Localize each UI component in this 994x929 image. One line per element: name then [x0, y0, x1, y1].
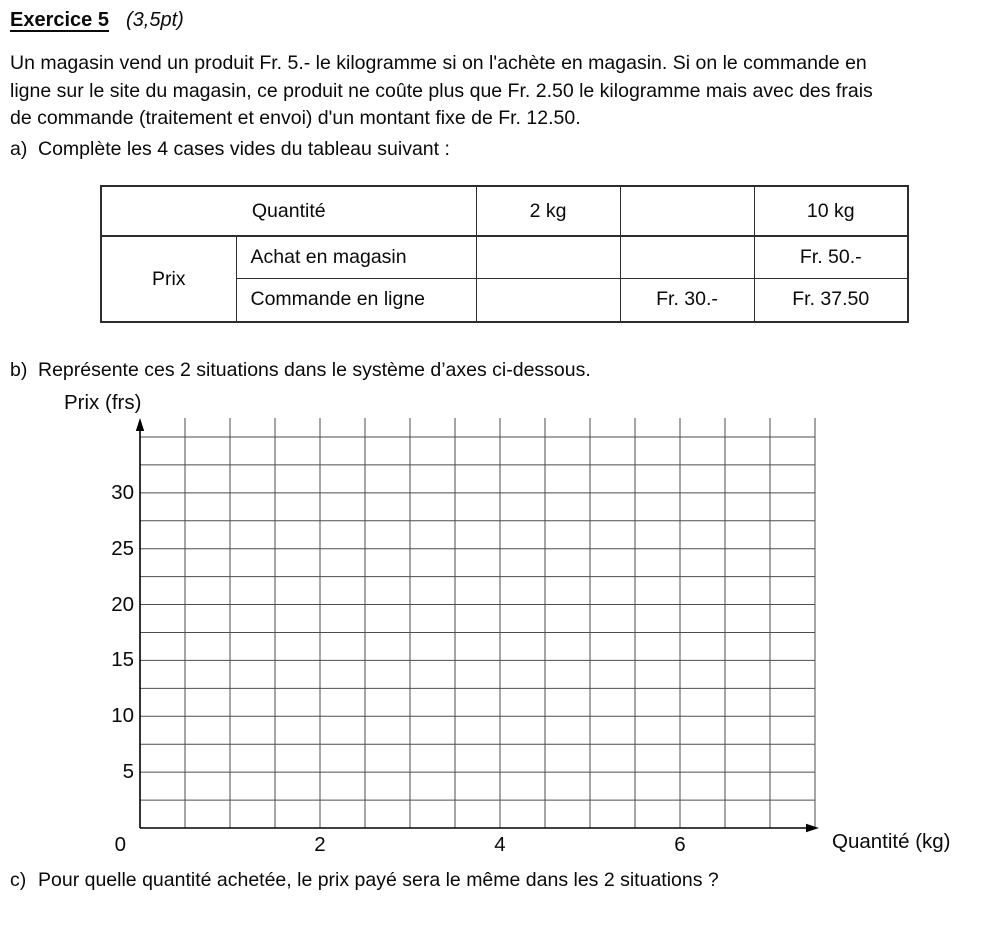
exercise-header: [10, 9, 184, 32]
question-a-label: a): [10, 138, 28, 160]
question-c-text: Pour quelle quantité achetée, le prix payé sera le même dans les 2 situations ?: [38, 869, 719, 891]
axes-lines: [136, 418, 819, 832]
exercise-points: (3,5pt): [125, 9, 184, 31]
y-tick-label: 30: [111, 480, 134, 504]
y-tick-label: 5: [122, 760, 134, 784]
y-tick-label: 20: [111, 592, 134, 616]
price-header-cell: Prix: [101, 236, 236, 322]
row-label-ligne: Commande en ligne: [236, 278, 476, 322]
intro-line: Un magasin vend un produit Fr. 5.- le kilogramme si on l'achète en magasin. Si on le commande en: [10, 52, 867, 74]
question-a: [10, 138, 450, 161]
row-label-magasin: Achat en magasin: [236, 236, 476, 278]
x-tick-label: 6: [674, 833, 686, 856]
price-quantity-table: [100, 185, 909, 323]
y-tick-label: 15: [111, 648, 134, 672]
x-tick-label: 4: [494, 833, 506, 856]
question-b: [10, 359, 591, 382]
intro-paragraph: [10, 50, 994, 133]
intro-line: de commande (traitement et envoi) d'un montant fixe de Fr. 12.50.: [10, 107, 581, 129]
question-c-label: c): [10, 869, 27, 891]
exercise-title: Exercice 5: [10, 9, 109, 31]
origin-label: 0: [114, 833, 126, 856]
magasin-cell: Fr. 50.-: [754, 236, 908, 278]
table-row-quantity: [101, 186, 908, 236]
y-tick-label: 25: [111, 536, 134, 560]
ligne-cell: Fr. 30.-: [620, 278, 754, 322]
question-a-text: Complète les 4 cases vides du tableau suivant :: [38, 138, 450, 160]
x-axis-title: Quantité (kg): [832, 830, 951, 853]
quantity-cell: 2 kg: [476, 186, 620, 236]
intro-line: ligne sur le site du magasin, ce produit ne coûte plus que Fr. 2.50 le kilogramme mais avec des frais: [10, 79, 873, 102]
question-b-text: Représente ces 2 situations dans le système d’axes ci-dessous.: [38, 359, 591, 381]
quantity-cell: 10 kg: [754, 186, 908, 236]
magasin-cell-empty: [476, 236, 620, 278]
ligne-cell: Fr. 37.50: [754, 278, 908, 322]
question-b-label: b): [10, 359, 28, 381]
table-row-magasin: [101, 236, 908, 278]
grid-lines: [140, 418, 815, 828]
x-tick-label: 2: [314, 833, 326, 856]
y-tick-label: 10: [111, 704, 134, 728]
quantity-header-cell: Quantité: [101, 186, 476, 236]
magasin-cell-empty: [620, 236, 754, 278]
quantity-cell-empty: [620, 186, 754, 236]
question-c: [10, 869, 719, 892]
y-axis-title: Prix (frs): [64, 391, 142, 414]
ligne-cell-empty: [476, 278, 620, 322]
